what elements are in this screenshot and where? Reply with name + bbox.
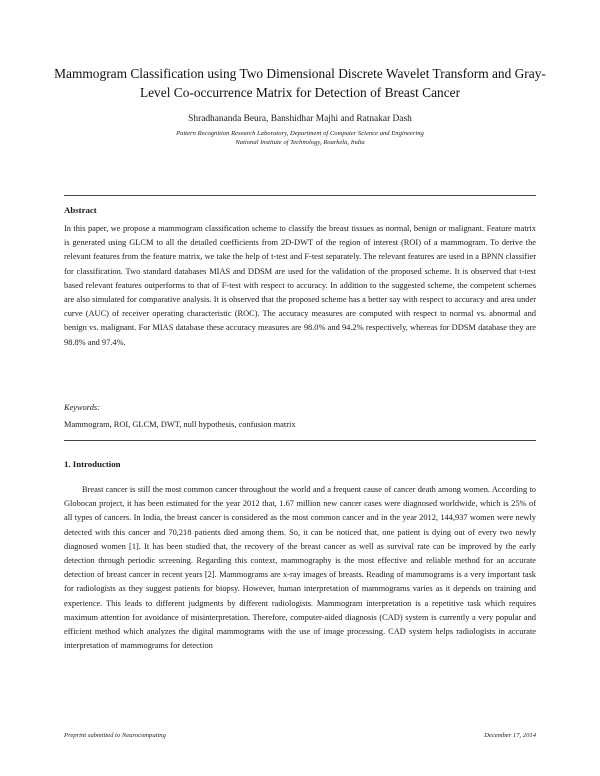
- paper-authors: Shradhananda Beura, Banshidhar Majhi and Ratnakar Dash: [188, 114, 412, 124]
- paper-title: Mammogram Classification using Two Dimensional Discrete Wavelet Transform and Gray-Level Co-occurrence Matrix for Detection of Breast Cancer: [54, 66, 546, 100]
- abstract-text: In this paper, we propose a mammogram classification scheme to classify the breast tissues as normal, benign or malignant. Feature matrix is generated using GLCM to all the detailed coefficients from 2D-DWT of the region of interest (ROI) of a mammogram. To derive the relevant features from the feature matrix, we take the help of t-test and F-test separately. The relevant features are used in a BPNN classifier for classification. Two standard databases MIAS and DDSM are used for the validation of the proposed scheme. It is observed that t-test based relevant features outperforms to that of F-test with respect to accuracy. In addition to the suggested scheme, the competent schemes are also simulated for comparative analysis. It is observed that the proposed scheme has a better say with respect to accuracy and area under curve (AUC) of receiver operating characteristic (ROC). The accuracy measures are computed with respect to normal vs. abnormal and benign vs. malignant. For MIAS database these accuracy measures are 98.0% and 94.2% respectively, whereas for DDSM database they are 98.8% and 97.4%.: [64, 224, 536, 347]
- keywords-text: Mammogram, ROI, GLCM, DWT, null hypothesis, confusion matrix: [64, 420, 296, 429]
- affiliation-line-1: Pattern Recognition Research Laboratory, Department of Computer Science and Engineering: [176, 130, 424, 137]
- section-heading-introduction: 1. Introduction: [64, 459, 121, 469]
- abstract-top-rule: [64, 195, 536, 196]
- abstract-heading: Abstract: [64, 205, 97, 215]
- footer-date: December 17, 2014: [484, 732, 536, 739]
- paper-affiliation: [40, 129, 560, 147]
- abstract-bottom-rule: [64, 440, 536, 441]
- affiliation-line-2: National Institute of Technology, Rourkela, India: [235, 139, 365, 146]
- footer-preprint-note: Preprint submitted to Neurocomputing: [64, 732, 166, 739]
- introduction-text: Breast cancer is still the most common cancer throughout the world and a frequent cause of cancer death among women. According to Globocan project, it has been estimated for the year 2012 that, 1.67 million new cancer cases were diagnosed worldwide, which is 25% of all types of cancers. In India, the breast cancer is considered as the most common cancer and in the year 2012, 144,937 women were newly detected with this cancer and 70,218 patients died among them. So, it can be noticed that, one patient is dying out of every two newly diagnosed women [1]. It has been studied that, the recovery of the breast cancer as well as survival rate can be improved by the early detection through periodic screening. Regarding this context, mammography is the most effective and reliable method for an accurate detection of breast cancer in recent years [2]. Mammograms are x-ray images of breasts. Reading of mammograms is a very important task for radiologists as they suggest patients for biopsy. However, human interpretation of mammograms varies as it depends on training and experience. This leads to different judgments by different radiologists. Mammogram interpretation is a repetitive task which requires maximum attention for avoidance of misinterpretation. Therefore, computer-aided diagnosis (CAD) system is currently a very popular and efficient method which analyzes the digital mammograms with the use of image processing. CAD system helps radiologists in accurate interpretation of mammograms for detection: [64, 485, 536, 651]
- keywords-label: Keywords:: [64, 403, 100, 412]
